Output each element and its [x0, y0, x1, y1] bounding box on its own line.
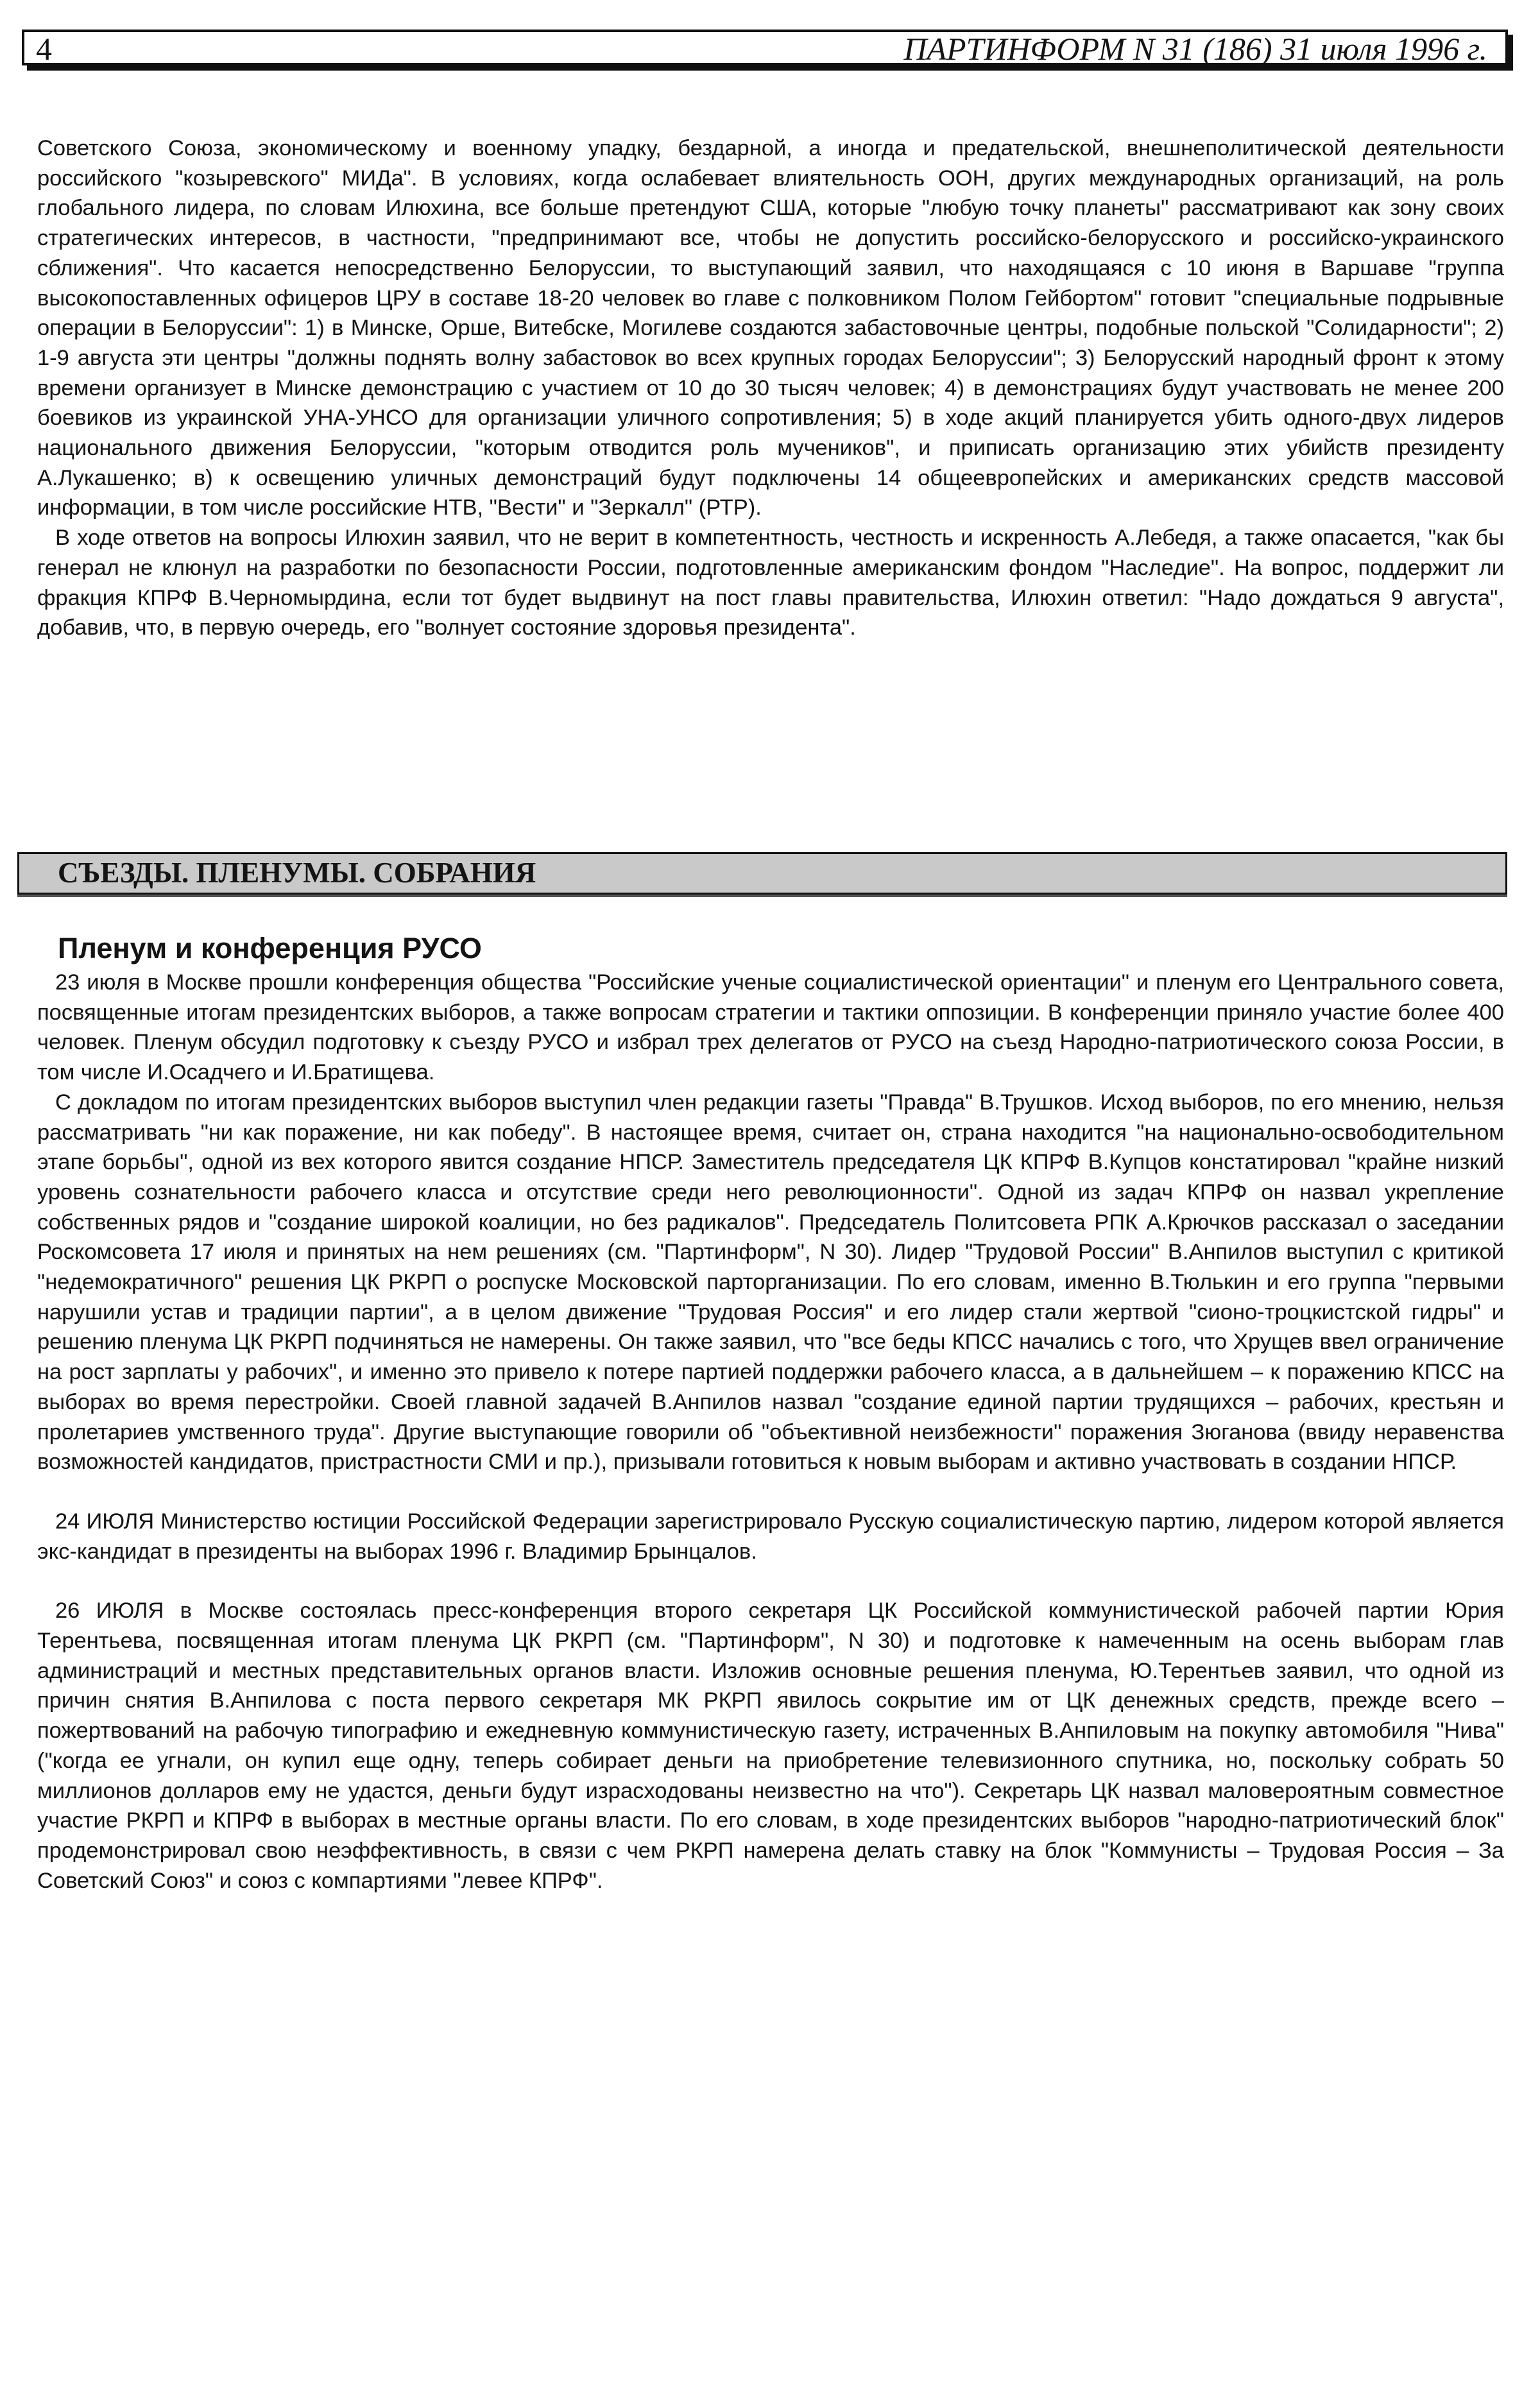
article-heading: Пленум и конференция РУСО — [58, 932, 482, 964]
news-item: 24 ИЮЛЯ Министерство юстиции Российской Федерации зарегистрировало Русскую социалистическую партию, лидером которой является экс-кандидат в президенты на выборах 1996 г. Владимир Брынцалов. — [37, 1509, 1504, 1564]
article-body — [37, 968, 1504, 1896]
intro-text — [37, 133, 1504, 643]
section-banner: СЪЕЗДЫ. ПЛЕНУМЫ. СОБРАНИЯ — [17, 852, 1507, 895]
article-paragraph: 23 июля в Москве прошли конференция общества "Российские ученые социалистической ориентации" и пленум его Центрального совета, посвященные итогам президентских выборов, а также вопросам стратегии и тактики оппозиции. В конференции приняло участие более 400 человек. Пленум обсудил подготовку к съезду РУСО и избрал трех делегатов от РУСО на съезд Народно-патриотического союза России, в том числе И.Осадчего и И.Братищева. — [37, 970, 1504, 1085]
intro-paragraph: В ходе ответов на вопросы Илюхин заявил, что не верит в компетентность, честность и искренность А.Лебедя, а также опасается, "как бы генерал не клюнул на разработки по безопасности России, подготовленные американским фондом "Наследие". На вопрос, поддержит ли фракция КПРФ В.Черномырдина, если тот будет выдвинут на пост главы правительства, Илюхин ответил: "Надо дождаться 9 августа", добавив, что, в первую очередь, его "волнует состояние здоровья президента". — [37, 526, 1504, 640]
article-paragraph: С докладом по итогам президентских выборов выступил член редакции газеты "Правда" В.Трушков. Исход выборов, по его мнению, нельзя рассматривать "ни как поражение, ни как победу". В настоящее время, считает он, страна находится "на национально-освободительном этапе борьбы", одной из вех которого явится создание НПСР. Заместитель председателя ЦК КПРФ В.Купцов констатировал "крайне низкий уровень сознательности рабочего класса и отсутствие среди него революционности". Одной из задач КПРФ он назвал укрепление собственных рядов и "создание широкой коалиции, но без радикалов". Председатель Политсовета РПК А.Крючков рассказал о заседании Роскомсовета 17 июля и принятых на нем решениях (см. "Партинформ", N 30). Лидер "Трудовой России" В.Анпилов выступил с критикой "недемократичного" решения ЦК РКРП о роспуске Московской парторганизации. По его словам, именно В.Тюлькин и его группа "первыми нарушили устав и традиции партии", а в целом движение "Трудовая Россия" и его лидер стали жертвой "сионо-троцкистской гидры" и решению пленума ЦК РКРП подчиняться не намерены. Он также заявил, что "все беды КПСС начались с того, что Хрущев ввел ограничение на рост зарплаты у рабочих", и именно это привело к потере партией поддержки рабочего класса, а в дальнейшем – к поражению КПСС на выборах во время перестройки. Своей главной задачей В.Анпилов назвал "создание единой партии трудящихся – рабочих, крестьян и пролетариев умственного труда". Другие выступающие говорили об "объективной неизбежности" поражения Зюганова (ввиду неравенства возможностей кандидатов, пристрастности СМИ и пр.), призывали готовиться к новым выборам и активно участвовать в создании НПСР. — [37, 1090, 1504, 1475]
issue-title: ПАРТИНФОРМ N 31 (186) 31 июля 1996 г. — [903, 31, 1487, 67]
page-number: 4 — [36, 31, 52, 67]
news-item: 26 ИЮЛЯ в Москве состоялась пресс-конференция второго секретаря ЦК Российской коммунистической рабочей партии Юрия Терентьева, посвященная итогам пленума ЦК РКРП (см. "Партинформ", N 30) и подготовке к намеченным на осень выборам глав администраций и местных представительных органов власти. Изложив основные решения пленума, Ю.Терентьев заявил, что одной из причин снятия В.Анпилова с поста первого секретаря МК РКРП явилось сокрытие им от ЦК денежных средств, прежде всего – пожертвований на рабочую типографию и ежедневную коммунистическую газету, истраченных В.Анпиловым на покупку автомобиля "Нива" ("когда ее угнали, он купил еще одну, теперь собирает деньги на приобретение телевизионного спутника, но, поскольку собрать 50 миллионов долларов ему не удастся, деньги будут израсходованы неизвестно на что"). Секретарь ЦК назвал маловероятным совместное участие РКРП и КПРФ в выборах в местные органы власти. По его словам, в ходе президентских выборов "народно-патриотический блок" продемонстрировал свою неэффективность, в связи с чем РКРП намерена делать ставку на блок "Коммунисты – Трудовая Россия – За Советский Союз" и союз с компартиями "левее КПРФ". — [37, 1598, 1504, 1893]
running-header — [22, 30, 1508, 65]
intro-paragraph: Советского Союза, экономическому и военному упадку, бездарной, а иногда и предательской, внешнеполитической деятельности российского "козыревского" МИДа". В условиях, когда ослабевает влиятельность ООН, других международных организаций, на роль глобального лидера, по словам Илюхина, все больше претендуют США, которые "любую точку планеты" рассматривают как зону своих стратегических интересов, в частности, "предпринимают все, чтобы не допустить российско-белорусского и российско-украинского сближения". Что касается непосредственно Белоруссии, то выступающий заявил, что находящаяся с 10 июня в Варшаве "группа высокопоставленных офицеров ЦРУ в составе 18-20 человек во главе с полковником Полом Гейбортом" готовит "специальные подрывные операции в Белоруссии": 1) в Минске, Орше, Витебске, Могилеве создаются забастовочные центры, подобные польской "Солидарности"; 2) 1-9 августа эти центры "должны поднять волну забастовок во всех крупных городах Белоруссии"; 3) Белорусский народный фронт к этому времени организует в Минске демонстрацию с участием от 10 до 30 тысяч человек; 4) в демонстрациях будут участвовать не менее 200 боевиков из украинской УНА-УНСО для организации уличного сопротивления; 5) в ходе акций планируется убить одного-двух лидеров национального движения Белоруссии, "которым отводится роль мучеников", и приписать организацию этих убийств президенту А.Лукашенко; в) к освещению уличных демонстраций будут подключены 14 общеевропейских и американских средств массовой информации, в том числе российские НТВ, "Вести" и "Зеркалл" (РТР). — [37, 136, 1504, 520]
